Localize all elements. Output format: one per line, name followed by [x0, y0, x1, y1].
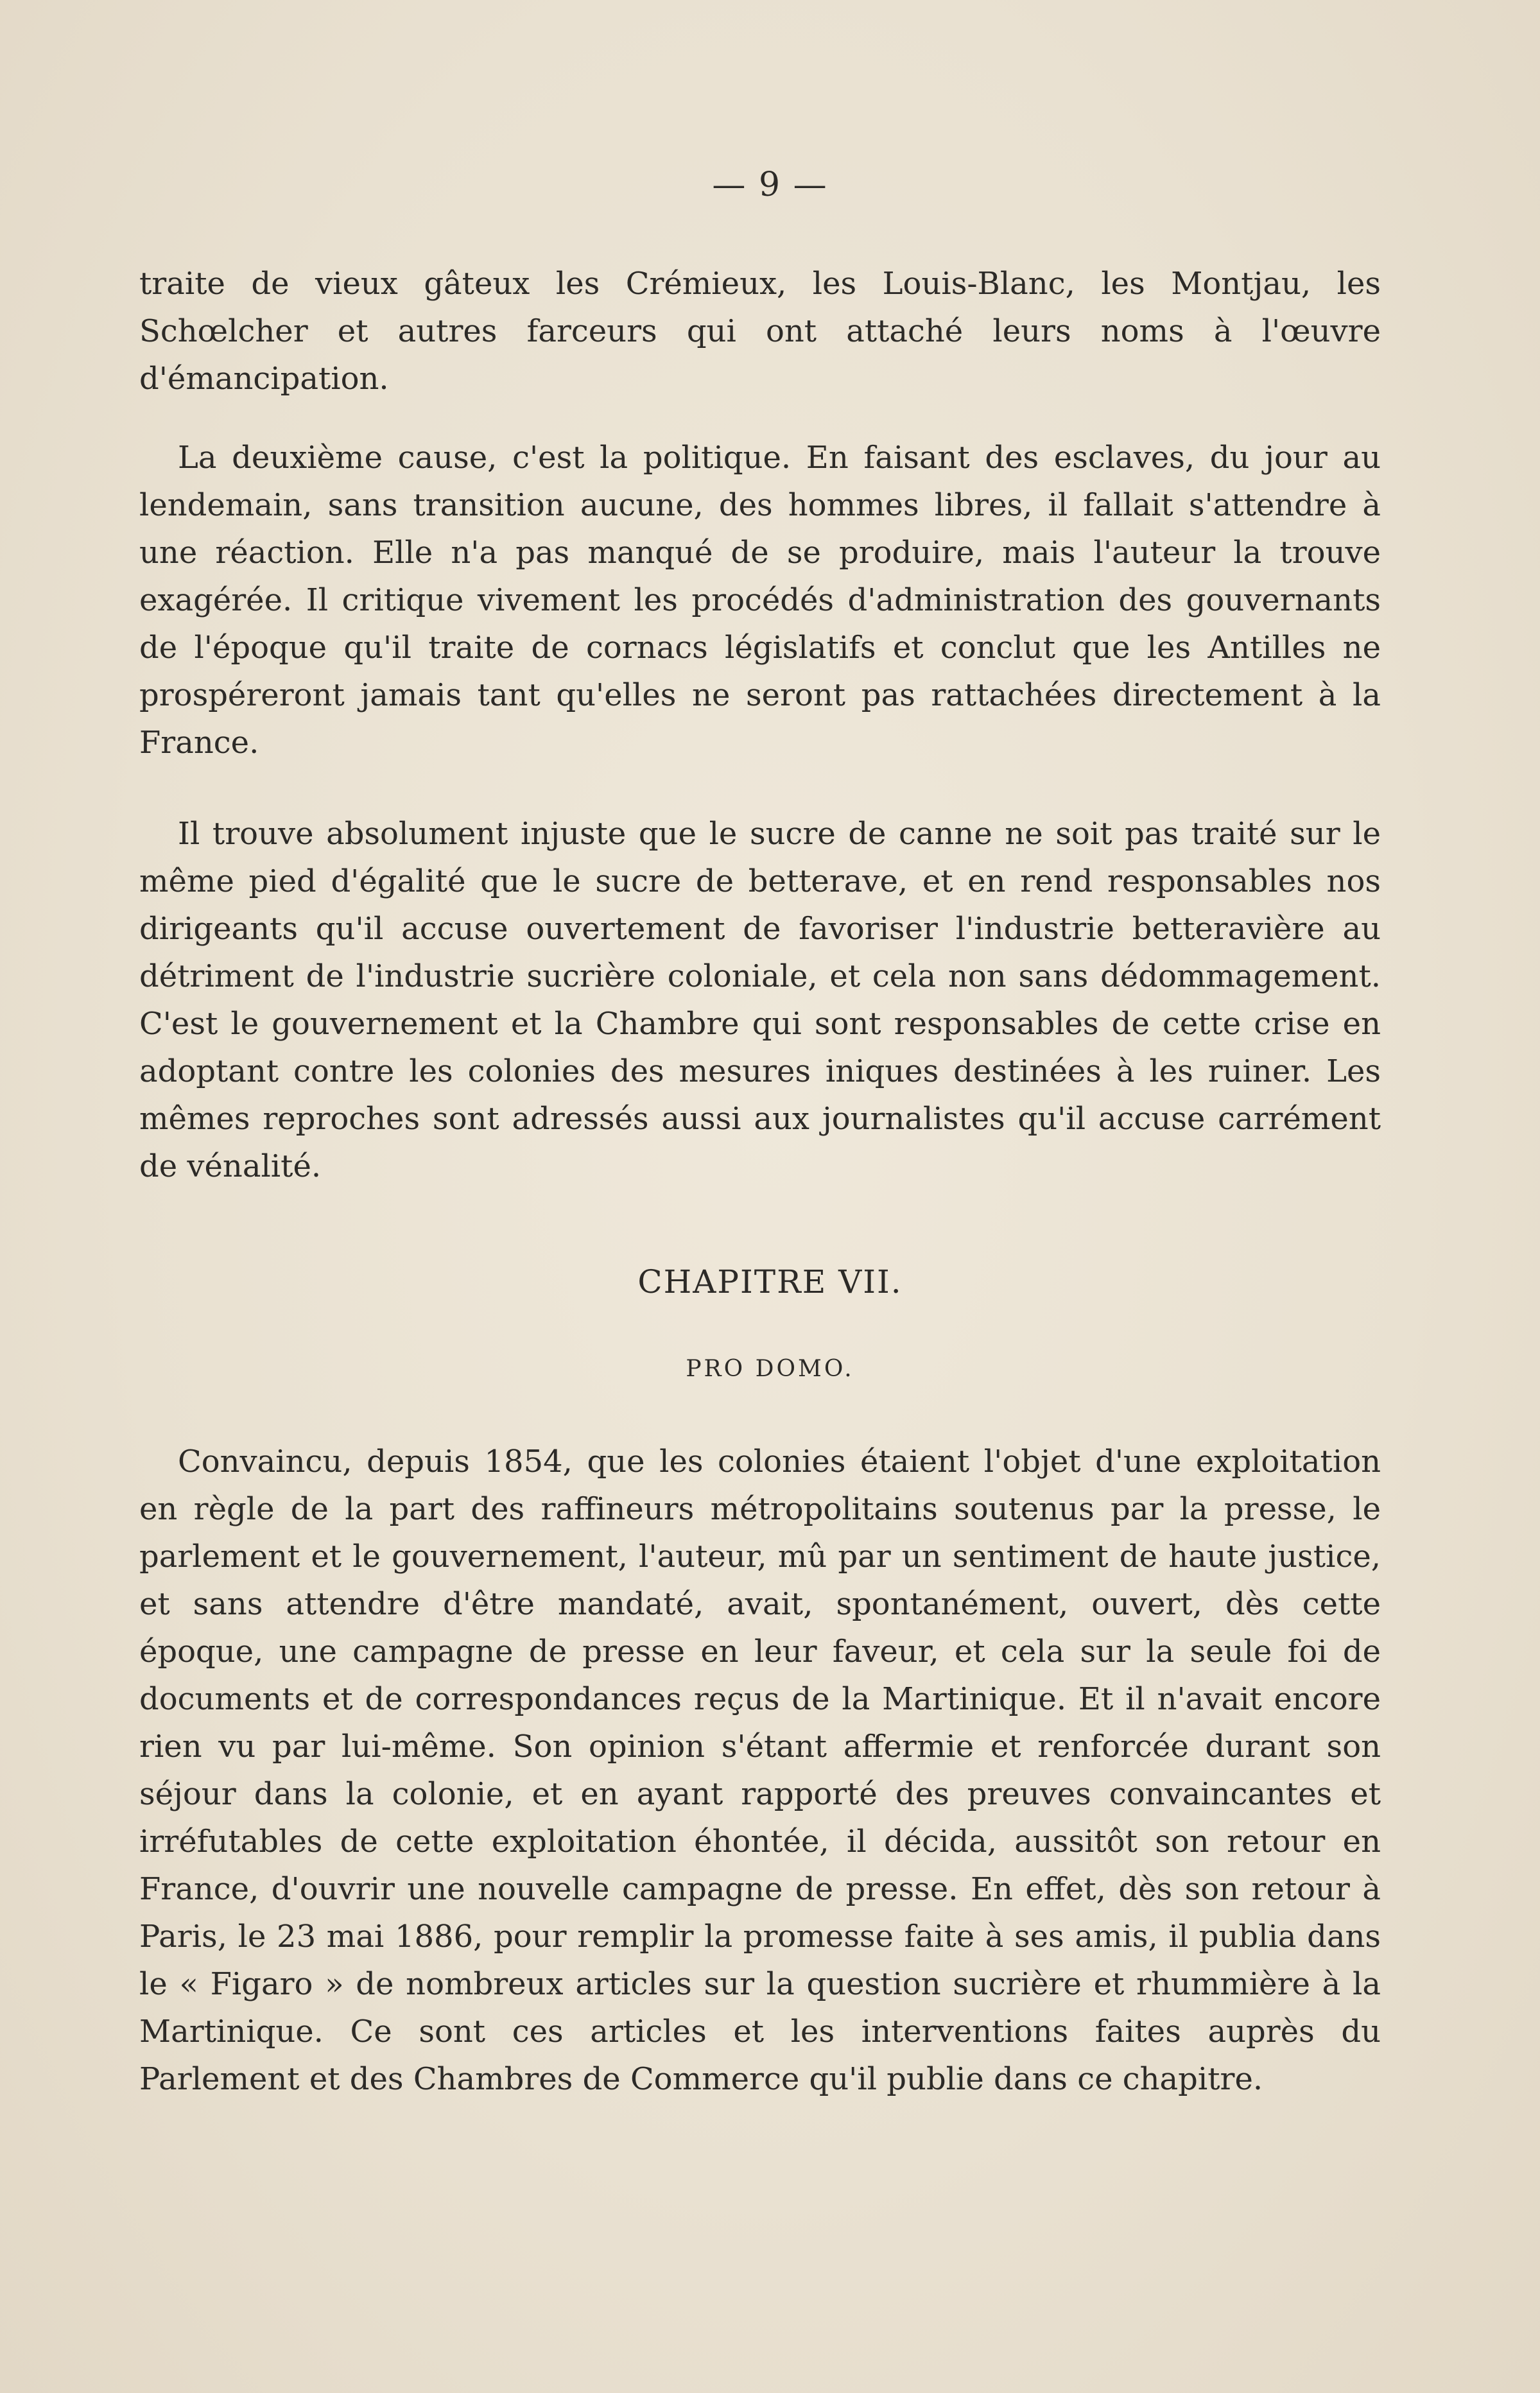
- paragraph-text: traite de vieux gâteux les Crémieux, les Louis-Blanc, les Montjau, les Schœlcher et autres farceurs qui ont attaché leurs noms à l'œuvre d'émancipation.: [139, 266, 1381, 397]
- chapter-subtitle: PRO DOMO.: [686, 1356, 854, 1382]
- paragraph-4: [139, 1438, 1381, 2103]
- paragraph-1: [139, 260, 1381, 402]
- paragraph-2: [139, 434, 1381, 766]
- paragraph-3: [139, 810, 1381, 1190]
- chapter-title: CHAPITRE VII.: [637, 1263, 903, 1300]
- paragraph-text: Il trouve absolument injuste que le sucre de canne ne soit pas traité sur le même pied d'égalité que le sucre de betterave, et en rend responsables nos dirigeants qu'il accuse ouvertement de favoriser l'industrie betteravière au détriment de l'industrie sucrière coloniale, et cela non sans dédommagement. C'est le gouvernement et la Chambre qui sont responsables de cette crise en adoptant contre les colonies des mesures iniques destinées à les ruiner. Les mêmes reproches sont adressés aussi aux journalistes qu'il accuse carrément de vénalité.: [139, 816, 1381, 1184]
- paragraph-text: La deuxième cause, c'est la politique. En faisant des esclaves, du jour au lendemain, sans transition aucune, des hommes libres, il fallait s'attendre à une réaction. Elle n'a pas manqué de se produire, mais l'auteur la trouve exagérée. Il critique vivement les procédés d'administration des gouvernants de l'époque qu'il traite de cornacs législatifs et conclut que les Antilles ne prospéreront jamais tant qu'elles ne seront pas rattachées directement à la France.: [139, 440, 1381, 761]
- paragraph-text: Convaincu, depuis 1854, que les colonies étaient l'objet d'une exploitation en règle de la part des raffineurs métropolitains soutenus par la presse, le parlement et le gouvernement, l'auteur, mû par un sentiment de haute justice, et sans attendre d'être mandaté, avait, spontanément, ouvert, dès cette époque, une campagne de presse en leur faveur, et cela sur la seule foi de documents et de correspondances reçus de la Martinique. Et il n'avait encore rien vu par lui-même. Son opinion s'étant affermie et renforcée durant son séjour dans la colonie, et en ayant rapporté des preuves convaincantes et irréfutables de cette exploitation éhontée, il décida, aussitôt son retour en France, d'ouvrir une nouvelle campagne de presse. En effet, dès son retour à Paris, le 23 mai 1886, pour remplir la promesse faite à ses amis, il publia dans le « Figaro » de nombreux articles sur la question sucrière et rhummière à la Martinique. Ce sont ces articles et les interventions faites auprès du Parlement et des Chambres de Commerce qu'il publie dans ce chapitre.: [139, 1444, 1381, 2097]
- page-number: — 9 —: [712, 166, 828, 204]
